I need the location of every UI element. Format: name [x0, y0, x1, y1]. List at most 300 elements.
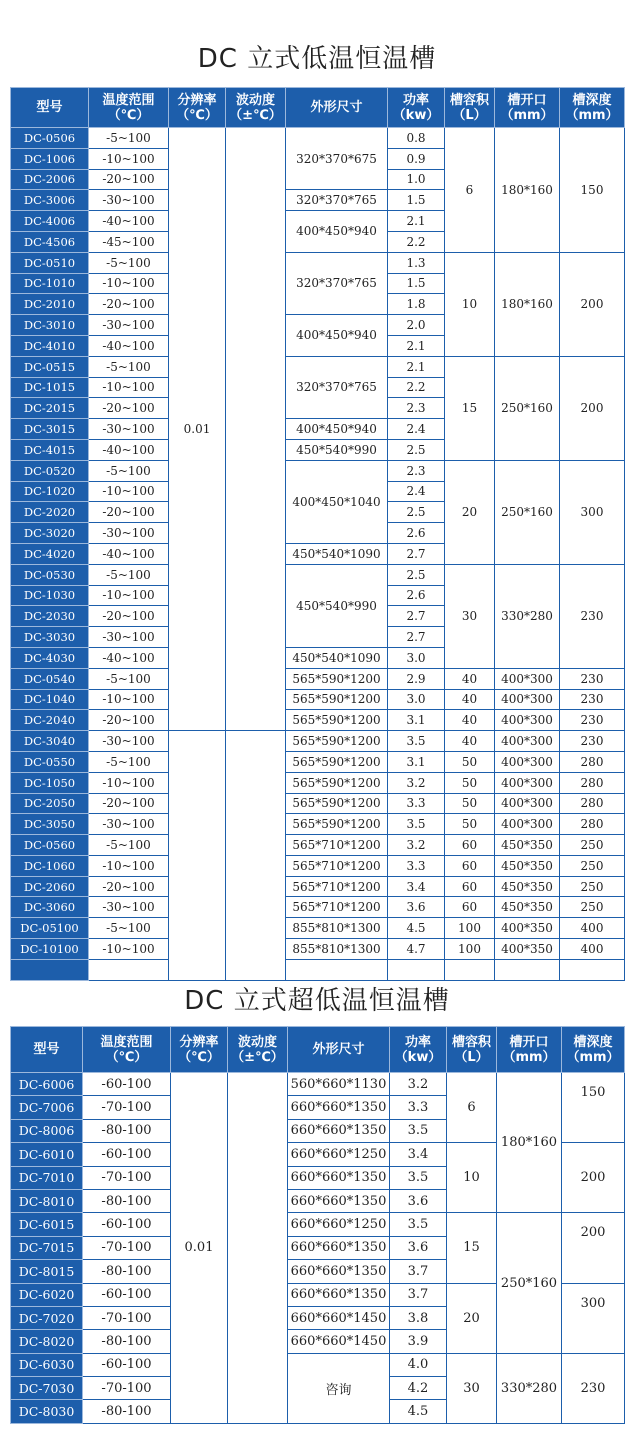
- dimensions-cell: 660*660*1350: [288, 1283, 390, 1306]
- temp-range-cell: -60-100: [83, 1283, 171, 1306]
- resolution-cell-empty: [169, 731, 226, 981]
- table2-spec-table: [10, 1026, 625, 1424]
- power-cell: 3.8: [390, 1306, 447, 1329]
- dimensions-cell: 450*540*990: [286, 564, 388, 647]
- power-cell: 0.8: [388, 128, 445, 149]
- table-row: [11, 939, 625, 960]
- col-fluctuation-header: 波动度 （±℃）: [226, 88, 286, 128]
- dimensions-cell: 660*660*1250: [288, 1213, 390, 1236]
- dimensions-cell: 565*710*1200: [286, 835, 388, 856]
- depth-cell: 230: [560, 689, 625, 710]
- table-row: [11, 751, 625, 772]
- power-cell: 2.7: [388, 606, 445, 627]
- table-row: [11, 460, 625, 481]
- volume-cell: 10: [447, 1143, 497, 1213]
- volume-cell: 60: [445, 876, 495, 897]
- opening-cell: 400*300: [495, 731, 560, 752]
- depth-cell: 230: [560, 668, 625, 689]
- model-cell: DC-1006: [11, 148, 89, 169]
- depth-cell: 280: [560, 814, 625, 835]
- temp-range-cell: -40~100: [89, 647, 169, 668]
- table-row: [11, 918, 625, 939]
- temp-range-cell: -10~100: [89, 481, 169, 502]
- volume-cell: 10: [445, 252, 495, 356]
- temp-range-cell: -20~100: [89, 169, 169, 190]
- col-resolution-header: 分辨率 （℃）: [171, 1027, 228, 1073]
- opening-cell: [495, 959, 560, 980]
- temp-range-cell: -70-100: [83, 1166, 171, 1189]
- opening-cell: 400*300: [495, 689, 560, 710]
- volume-cell: 20: [445, 460, 495, 564]
- temp-range-cell: -10~100: [89, 148, 169, 169]
- col-fluctuation-header: 波动度 （±℃）: [228, 1027, 288, 1073]
- volume-cell: 6: [445, 128, 495, 253]
- power-cell: 1.8: [388, 294, 445, 315]
- power-cell: 2.0: [388, 315, 445, 336]
- depth-cell: 280: [560, 772, 625, 793]
- table-row: [11, 252, 625, 273]
- temp-range-cell: -70-100: [83, 1096, 171, 1119]
- dimensions-cell: [286, 959, 388, 980]
- depth-cell: 400: [560, 939, 625, 960]
- dimensions-cell: 660*660*1350: [288, 1189, 390, 1212]
- model-cell: DC-05100: [11, 918, 89, 939]
- model-cell: DC-1010: [11, 273, 89, 294]
- power-cell: 3.3: [388, 793, 445, 814]
- power-cell: 3.6: [390, 1189, 447, 1212]
- dimensions-cell: 855*810*1300: [286, 918, 388, 939]
- col-dimensions-header: 外形尺寸: [288, 1027, 390, 1073]
- power-cell: 3.5: [390, 1119, 447, 1142]
- power-cell: 3.3: [390, 1096, 447, 1119]
- power-cell: 2.6: [388, 585, 445, 606]
- power-cell: 3.1: [388, 710, 445, 731]
- temp-range-cell: [89, 959, 169, 980]
- opening-cell: 400*350: [495, 939, 560, 960]
- col-power-header: 功率 （kw）: [390, 1027, 447, 1073]
- depth-cell: 300: [560, 460, 625, 564]
- temp-range-cell: -5~100: [89, 751, 169, 772]
- power-cell: 2.3: [388, 460, 445, 481]
- temp-range-cell: -40~100: [89, 335, 169, 356]
- temp-range-cell: -70-100: [83, 1306, 171, 1329]
- temp-range-cell: -5~100: [89, 835, 169, 856]
- opening-cell: 250*160: [497, 1213, 562, 1353]
- temp-range-cell: -10~100: [89, 772, 169, 793]
- model-cell: DC-1040: [11, 689, 89, 710]
- power-cell: 3.1: [388, 751, 445, 772]
- volume-cell: 40: [445, 731, 495, 752]
- dimensions-cell: 565*590*1200: [286, 731, 388, 752]
- volume-cell: 20: [447, 1283, 497, 1353]
- volume-cell: 50: [445, 793, 495, 814]
- table-row: [11, 1353, 625, 1376]
- power-cell: 4.5: [388, 918, 445, 939]
- temp-range-cell: -10~100: [89, 585, 169, 606]
- opening-cell: 250*160: [495, 460, 560, 564]
- model-cell: DC-8030: [11, 1400, 83, 1423]
- temp-range-cell: -10~100: [89, 689, 169, 710]
- col-opening-header: 槽开口 （mm）: [495, 88, 560, 128]
- model-cell: DC-2060: [11, 876, 89, 897]
- model-cell: DC-4015: [11, 439, 89, 460]
- power-cell: 1.5: [388, 190, 445, 211]
- model-cell: DC-2010: [11, 294, 89, 315]
- power-cell: 0.9: [388, 148, 445, 169]
- table-row: [11, 876, 625, 897]
- table-row: [11, 1213, 625, 1236]
- dimensions-cell: 855*810*1300: [286, 939, 388, 960]
- temp-range-cell: -60-100: [83, 1213, 171, 1236]
- model-cell: DC-4010: [11, 335, 89, 356]
- dimensions-cell: 450*540*990: [286, 439, 388, 460]
- table-row: [11, 793, 625, 814]
- power-cell: 2.9: [388, 668, 445, 689]
- model-cell: DC-8006: [11, 1119, 83, 1142]
- depth-cell: 250: [560, 855, 625, 876]
- depth-cell: 280: [560, 751, 625, 772]
- model-cell: DC-3050: [11, 814, 89, 835]
- temp-range-cell: -80-100: [83, 1400, 171, 1423]
- dimensions-cell: 660*660*1350: [288, 1096, 390, 1119]
- power-cell: 1.0: [388, 169, 445, 190]
- temp-range-cell: -40~100: [89, 439, 169, 460]
- model-cell: DC-0515: [11, 356, 89, 377]
- power-cell: 2.7: [388, 627, 445, 648]
- fluctuation-cell: [226, 128, 286, 731]
- depth-cell: 200: [560, 252, 625, 356]
- model-cell: DC-4006: [11, 211, 89, 232]
- col-model-header: 型号: [11, 1027, 83, 1073]
- col-depth-header: 槽深度 （mm）: [562, 1027, 625, 1073]
- col-depth-header: 槽深度 （mm）: [560, 88, 625, 128]
- volume-cell: 50: [445, 751, 495, 772]
- temp-range-cell: -30~100: [89, 897, 169, 918]
- model-cell: DC-0560: [11, 835, 89, 856]
- power-cell: 2.2: [388, 231, 445, 252]
- opening-cell: 450*350: [495, 855, 560, 876]
- dimensions-cell: 565*590*1200: [286, 814, 388, 835]
- temp-range-cell: -40~100: [89, 211, 169, 232]
- temp-range-cell: -70-100: [83, 1236, 171, 1259]
- depth-cell: 200: [562, 1213, 625, 1283]
- volume-cell: 40: [445, 668, 495, 689]
- opening-cell: 180*160: [497, 1073, 562, 1213]
- model-cell: DC-6010: [11, 1143, 83, 1166]
- model-cell: DC-8020: [11, 1330, 83, 1353]
- opening-cell: 450*350: [495, 876, 560, 897]
- col-power-header: 功率 （kw）: [388, 88, 445, 128]
- model-cell: DC-0530: [11, 564, 89, 585]
- table-row: [11, 668, 625, 689]
- col-opening-header: 槽开口 （mm）: [497, 1027, 562, 1073]
- model-cell: DC-0510: [11, 252, 89, 273]
- table1-title: DC 立式低温恒温槽: [197, 44, 437, 74]
- dimensions-cell: 400*450*940: [286, 315, 388, 357]
- model-cell: DC-0550: [11, 751, 89, 772]
- opening-cell: 180*160: [495, 128, 560, 253]
- depth-cell: 230: [560, 731, 625, 752]
- volume-cell: 50: [445, 772, 495, 793]
- model-cell: DC-3030: [11, 627, 89, 648]
- power-cell: 3.3: [388, 855, 445, 876]
- model-cell: DC-3010: [11, 315, 89, 336]
- col-volume-header: 槽容积 （L）: [447, 1027, 497, 1073]
- power-cell: 1.3: [388, 252, 445, 273]
- temp-range-cell: -80-100: [83, 1260, 171, 1283]
- volume-cell: 60: [445, 855, 495, 876]
- temp-range-cell: -5~100: [89, 564, 169, 585]
- opening-cell: 400*300: [495, 814, 560, 835]
- table2-title: DC 立式超低温恒温槽: [184, 986, 450, 1016]
- model-cell: DC-3040: [11, 731, 89, 752]
- opening-cell: 400*300: [495, 793, 560, 814]
- temp-range-cell: -40~100: [89, 543, 169, 564]
- table-row: [11, 731, 625, 752]
- dimensions-cell: 660*660*1350: [288, 1119, 390, 1142]
- depth-cell: 200: [562, 1143, 625, 1213]
- model-cell: DC-2006: [11, 169, 89, 190]
- model-cell: DC-6030: [11, 1353, 83, 1376]
- model-cell: DC-2040: [11, 710, 89, 731]
- opening-cell: 450*350: [495, 897, 560, 918]
- temp-range-cell: -45~100: [89, 231, 169, 252]
- table-row: [11, 356, 625, 377]
- power-cell: 2.5: [388, 439, 445, 460]
- power-cell: 3.7: [390, 1283, 447, 1306]
- power-cell: 4.0: [390, 1353, 447, 1376]
- volume-cell: 15: [445, 356, 495, 460]
- power-cell: 3.2: [388, 835, 445, 856]
- model-cell: DC-7020: [11, 1306, 83, 1329]
- depth-cell: 150: [562, 1073, 625, 1143]
- dimensions-cell: 320*370*675: [286, 128, 388, 190]
- opening-cell: 400*300: [495, 710, 560, 731]
- depth-cell: 230: [560, 564, 625, 668]
- model-cell: DC-3020: [11, 523, 89, 544]
- dimensions-cell: 565*710*1200: [286, 897, 388, 918]
- model-cell: DC-7010: [11, 1166, 83, 1189]
- temp-range-cell: -5~100: [89, 128, 169, 149]
- temp-range-cell: -30~100: [89, 315, 169, 336]
- model-cell: DC-2015: [11, 398, 89, 419]
- opening-cell: 250*160: [495, 356, 560, 460]
- power-cell: 2.5: [388, 502, 445, 523]
- depth-cell: 200: [560, 356, 625, 460]
- resolution-cell: 0.01: [169, 128, 226, 731]
- table-row: [11, 897, 625, 918]
- temp-range-cell: -10~100: [89, 273, 169, 294]
- depth-cell: 400: [560, 918, 625, 939]
- volume-cell: 60: [445, 897, 495, 918]
- temp-range-cell: -30~100: [89, 627, 169, 648]
- temp-range-cell: -5~100: [89, 356, 169, 377]
- dimensions-cell: 400*450*940: [286, 419, 388, 440]
- power-cell: 3.2: [390, 1073, 447, 1096]
- dimensions-cell: 565*590*1200: [286, 793, 388, 814]
- temp-range-cell: -30~100: [89, 419, 169, 440]
- depth-cell: 250: [560, 876, 625, 897]
- volume-cell: 15: [447, 1213, 497, 1283]
- col-volume-header: 槽容积 （L）: [445, 88, 495, 128]
- temp-range-cell: -20~100: [89, 876, 169, 897]
- temp-range-cell: -20~100: [89, 398, 169, 419]
- temp-range-cell: -20~100: [89, 294, 169, 315]
- model-cell: DC-7015: [11, 1236, 83, 1259]
- model-cell: DC-2050: [11, 793, 89, 814]
- power-cell: 2.6: [388, 523, 445, 544]
- power-cell: 3.7: [390, 1260, 447, 1283]
- model-cell: DC-0540: [11, 668, 89, 689]
- dimensions-cell: 660*660*1350: [288, 1166, 390, 1189]
- dimensions-cell: 565*590*1200: [286, 751, 388, 772]
- dimensions-cell: 660*660*1450: [288, 1330, 390, 1353]
- table1-spec-table: [10, 87, 625, 981]
- temp-range-cell: -60-100: [83, 1073, 171, 1096]
- temp-range-cell: -80-100: [83, 1119, 171, 1142]
- power-cell: 4.5: [390, 1400, 447, 1423]
- dimensions-cell: 565*590*1200: [286, 710, 388, 731]
- volume-cell: 100: [445, 918, 495, 939]
- opening-cell: 330*280: [495, 564, 560, 668]
- table-row: [11, 128, 625, 149]
- dimensions-cell: 560*660*1130: [288, 1073, 390, 1096]
- temp-range-cell: -5~100: [89, 252, 169, 273]
- power-cell: 2.4: [388, 419, 445, 440]
- model-cell: DC-2030: [11, 606, 89, 627]
- temp-range-cell: -30~100: [89, 731, 169, 752]
- depth-cell: [560, 959, 625, 980]
- model-cell: DC-1060: [11, 855, 89, 876]
- power-cell: 2.3: [388, 398, 445, 419]
- temp-range-cell: -10~100: [89, 377, 169, 398]
- temp-range-cell: -80-100: [83, 1330, 171, 1353]
- volume-cell: 30: [445, 564, 495, 668]
- power-cell: 3.5: [388, 731, 445, 752]
- table-row: [11, 959, 625, 980]
- table-row: [11, 710, 625, 731]
- model-cell: DC-6006: [11, 1073, 83, 1096]
- table-row: [11, 855, 625, 876]
- power-cell: 4.2: [390, 1377, 447, 1400]
- col-dimensions-header: 外形尺寸: [286, 88, 388, 128]
- dimensions-cell: 450*540*1090: [286, 543, 388, 564]
- model-cell: DC-6020: [11, 1283, 83, 1306]
- col-resolution-header: 分辨率 （℃）: [169, 88, 226, 128]
- temp-range-cell: -80-100: [83, 1189, 171, 1212]
- opening-cell: 400*300: [495, 668, 560, 689]
- power-cell: 2.5: [388, 564, 445, 585]
- dimensions-cell: 565*590*1200: [286, 772, 388, 793]
- col-temp-range-header: 温度范围 （℃）: [89, 88, 169, 128]
- depth-cell: 300: [562, 1283, 625, 1353]
- table-row: [11, 1073, 625, 1096]
- power-cell: 2.1: [388, 335, 445, 356]
- opening-cell: 180*160: [495, 252, 560, 356]
- model-cell: DC-4020: [11, 543, 89, 564]
- power-cell: 3.5: [388, 814, 445, 835]
- dimensions-cell: 565*710*1200: [286, 855, 388, 876]
- depth-cell: 250: [560, 835, 625, 856]
- temp-range-cell: -30~100: [89, 523, 169, 544]
- model-cell: DC-1015: [11, 377, 89, 398]
- dimensions-cell: 320*370*765: [286, 190, 388, 211]
- dimensions-cell: 660*660*1350: [288, 1260, 390, 1283]
- model-cell: DC-3060: [11, 897, 89, 918]
- dimensions-cell: 660*660*1250: [288, 1143, 390, 1166]
- opening-cell: 400*300: [495, 751, 560, 772]
- model-cell: DC-10100: [11, 939, 89, 960]
- dimensions-cell: 320*370*765: [286, 356, 388, 418]
- temp-range-cell: -20~100: [89, 502, 169, 523]
- fluctuation-cell-empty: [226, 731, 286, 981]
- depth-cell: 250: [560, 897, 625, 918]
- table-row: [11, 689, 625, 710]
- model-cell: DC-1050: [11, 772, 89, 793]
- dimensions-cell: 400*450*940: [286, 211, 388, 253]
- model-cell: DC-8015: [11, 1260, 83, 1283]
- table-row: [11, 772, 625, 793]
- power-cell: 3.2: [388, 772, 445, 793]
- power-cell: 3.4: [388, 876, 445, 897]
- volume-cell: 40: [445, 689, 495, 710]
- resolution-cell: 0.01: [171, 1073, 228, 1424]
- col-temp-range-header: 温度范围 （℃）: [83, 1027, 171, 1073]
- temp-range-cell: -20~100: [89, 710, 169, 731]
- model-cell: DC-0520: [11, 460, 89, 481]
- power-cell: 3.5: [390, 1213, 447, 1236]
- power-cell: 1.5: [388, 273, 445, 294]
- col-model-header: 型号: [11, 88, 89, 128]
- depth-cell: 230: [562, 1353, 625, 1423]
- power-cell: 3.6: [390, 1236, 447, 1259]
- dimensions-cell: 450*540*1090: [286, 647, 388, 668]
- model-cell: DC-7030: [11, 1377, 83, 1400]
- power-cell: 3.5: [390, 1166, 447, 1189]
- power-cell: 4.7: [388, 939, 445, 960]
- depth-cell: 280: [560, 793, 625, 814]
- dimensions-cell: 咨询: [288, 1353, 390, 1423]
- power-cell: [388, 959, 445, 980]
- opening-cell: 450*350: [495, 835, 560, 856]
- power-cell: 3.4: [390, 1143, 447, 1166]
- model-cell: DC-4030: [11, 647, 89, 668]
- power-cell: 2.2: [388, 377, 445, 398]
- power-cell: 2.7: [388, 543, 445, 564]
- temp-range-cell: -70-100: [83, 1377, 171, 1400]
- volume-cell: 40: [445, 710, 495, 731]
- temp-range-cell: -60-100: [83, 1353, 171, 1376]
- model-cell: DC-7006: [11, 1096, 83, 1119]
- temp-range-cell: -10~100: [89, 939, 169, 960]
- power-cell: 3.9: [390, 1330, 447, 1353]
- depth-cell: 230: [560, 710, 625, 731]
- volume-cell: 6: [447, 1073, 497, 1143]
- model-cell: DC-1030: [11, 585, 89, 606]
- power-cell: 2.1: [388, 356, 445, 377]
- temp-range-cell: -5~100: [89, 460, 169, 481]
- volume-cell: 100: [445, 939, 495, 960]
- depth-cell: 150: [560, 128, 625, 253]
- model-cell: [11, 959, 89, 980]
- model-cell: DC-4506: [11, 231, 89, 252]
- temp-range-cell: -30~100: [89, 190, 169, 211]
- fluctuation-cell: [228, 1073, 288, 1424]
- volume-cell: 60: [445, 835, 495, 856]
- dimensions-cell: 565*710*1200: [286, 876, 388, 897]
- model-cell: DC-6015: [11, 1213, 83, 1236]
- power-cell: 2.1: [388, 211, 445, 232]
